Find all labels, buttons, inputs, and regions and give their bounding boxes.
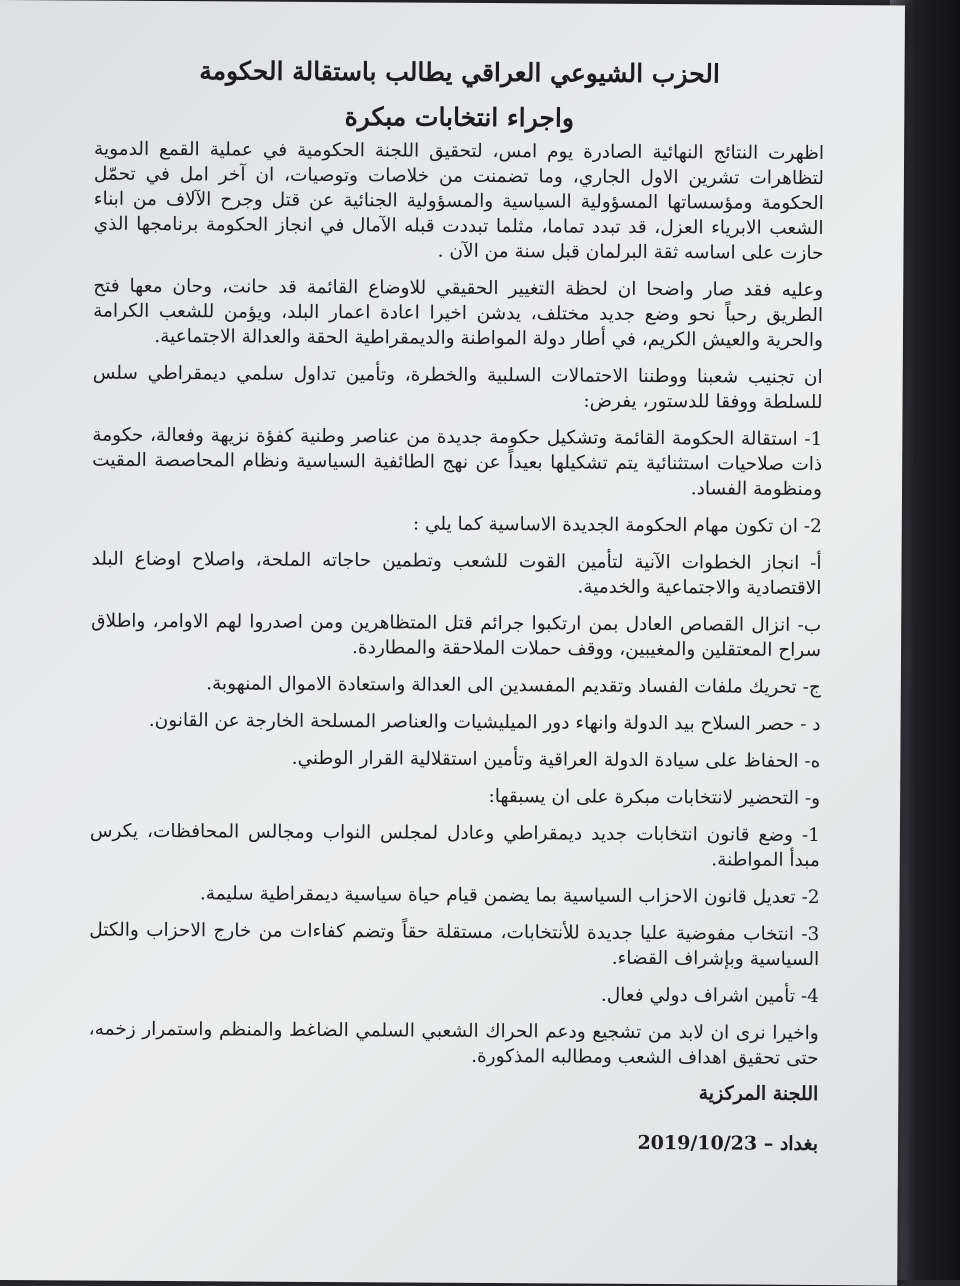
task-item-d: د - حصر السلاح بيد الدولة وانهاء دور الميليشيات والعناصر المسلحة الخارجة عن القانون. xyxy=(148,709,821,736)
place-date: بغداد – 2019/10/23 xyxy=(637,1131,819,1156)
demand-item-2: 2- ان تكون مهام الحكومة الجديدة الاساسية كما يلي : xyxy=(412,513,822,538)
task-item-c: ج- تحريك ملفات الفساد وتقديم المفسدين الى العدالة واستعادة الاموال المنهوبة. xyxy=(206,673,821,699)
paragraph-intro: اظهرت النتائج النهائية الصادرة يوم امس، لتحقيق اللجنة الحكومية في عملية القمع الدموية لتظاهرات تشرين الاول الجاري، وما تضمنت من خلاصات وتوصيات، ان آخر امل في تحمّل الحكومة ومؤسساتها المسؤولية السياسية والمسؤولية الجنائية عن قتل وجرح الآلاف من ابناء الشعب الابرياء العزل، قد تبدد تماما، مثلما تبددت قبله الآمال في انجاز الحكومة برنامجها الذي حازت على اساسه ثقة البرلمان قبل سنة من الآن . xyxy=(93,138,825,265)
election-item-3: 3- انتخاب مفوضية عليا جديدة للأنتخابات، مستقلة حقاً وتضم كفاءات من خارج الاحزاب والكتل السياسية وبإشراف القضاء. xyxy=(89,919,820,971)
task-item-e: ه- الحفاظ على سيادة الدولة العراقية وتأمين استقلالية القرار الوطني. xyxy=(291,747,821,773)
election-item-4: 4- تأمين اشراف دولي فعال. xyxy=(600,984,819,1008)
document-subtitle: واجراء انتخابات مبكرة xyxy=(344,102,575,133)
task-item-b: ب- انزال القصاص العادل بمن ارتكبوا جرائم قتل المتظاهرين ومن اصدروا لهم الاوامر، واطلاق سراح المعتقلين والمغيبين، ووقف حملات الملاحقة والمطاردة. xyxy=(91,610,822,662)
paragraph-requirements-intro: ان تجنيب شعبنا ووطننا الاحتمالات السلبية والخطرة، وتأمين تداول سلمي ديمقراطي سلس للسلطة ووفقا للدستور، يفرض: xyxy=(92,362,823,414)
demand-item-1: 1- استقالة الحكومة القائمة وتشكيل حكومة جديدة من عناصر وطنية كفؤة نزيهة وفعالة، حكومة ذات صلاحيات استثنائية يتم تشكيلها بعيداً عن نهج الطائفية السياسية ونظام المحاصصة المقيت ومنظومة الفساد. xyxy=(92,424,823,501)
task-item-f: و- التحضير لانتخابات مبكرة على ان يسبقها: xyxy=(488,785,821,810)
election-item-2: 2- تعديل قانون الاحزاب السياسية بما يضمن قيام حياة سياسية ديمقراطية سليمة. xyxy=(199,883,820,909)
signature: اللجنة المركزية xyxy=(698,1082,819,1106)
statement-document xyxy=(88,53,825,1155)
document-title: الحزب الشيوعي العراقي يطالب باستقالة الحكومة xyxy=(199,56,720,89)
paragraph-conclusion-change: وعليه فقد صار واضحا ان لحظة التغيير الحقيقي للاوضاع القائمة قد حانت، وحان معها فتح الطريق رحباً نحو وضع جديد مختلف، يدشن اخيرا اعادة اعمار البلد، ويؤمن للشعب الكرامة والحرية والعيش الكريم، في أطار دولة المواطنة والديمقراطية الحقة والعدالة الاجتماعية. xyxy=(93,275,824,352)
election-item-1: 1- وضع قانون انتخابات جديد ديمقراطي وعادل لمجلس النواب ومجالس المحافظات، يكرس مبدأ المواطنة. xyxy=(89,820,820,872)
task-item-a: أ- انجاز الخطوات الآنية لتأمين القوت للشعب وتطمين حاجاته الملحة، واصلاح اوضاع البلد الاقتصادية والاجتماعية والخدمية. xyxy=(91,548,822,600)
paragraph-closing: واخيرا نرى ان لابد من تشجيع ودعم الحراك الشعبي السلمي الضاغط والمنظم واستمرار زخمه، حتى تحقيق اهداف الشعب ومطالبه المذكورة. xyxy=(88,1018,819,1070)
